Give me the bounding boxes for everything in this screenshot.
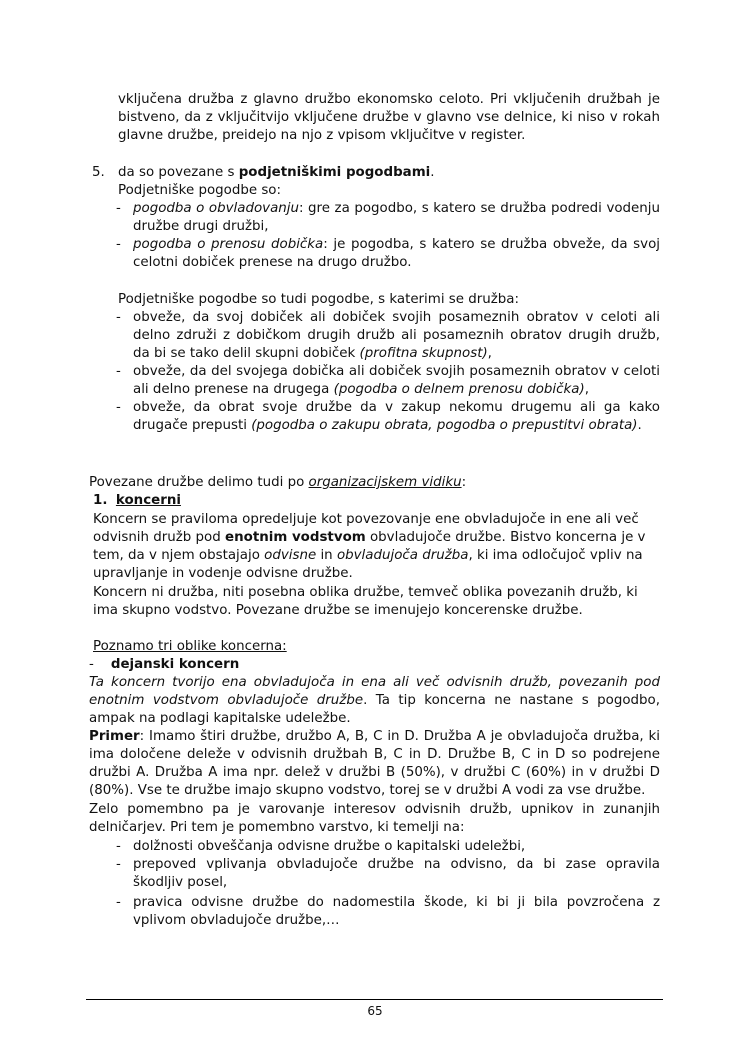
- list-item: - pogodba o obvladovanju: gre za pogodbo, s katero se družba podredi vodenju družbe drugi družbi,: [116, 201, 660, 234]
- dejanski-description: Ta koncern tvorijo ena obvladujoča in ena ali več odvisnih družb, povezanih pod enotnim vodstvom obvladujoče družbe. Ta tip koncerna ne nastane s pogodbo, ampak na podlagi kapitalske udeležbe.: [89, 675, 660, 726]
- protection-paragraph: Zelo pomembno pa je varovanje interesov odvisnih družb, upnikov in zunanjih delničarjev. Pri tem je pomembno varstvo, ki temelji na:: [89, 802, 660, 835]
- footer-rule: [86, 999, 663, 1000]
- point-5-subhead: Podjetniške pogodbe so:: [118, 183, 282, 198]
- continuation-paragraph: vključena družba z glavno družbo ekonomsko celoto. Pri vključenih družbah je bistveno, da z vključitvijo vključene družbe v glavno vse delnice, ki niso v rokah glavne družbe, preidejo na njo z vpisom vključitve v register.: [118, 92, 660, 143]
- list-item: - pogodba o prenosu dobička: je pogodba, s katero se družba obveže, da svoj celotni dobiček prenese na drugo družbo.: [116, 237, 660, 270]
- point-5-bold-term: podjetniškimi pogodbami: [238, 165, 431, 180]
- org-term: organizacijskem vidiku: [308, 475, 462, 490]
- org-intro: Povezane družbe delimo tudi po organizacijskem vidiku:: [89, 475, 467, 490]
- koncern-paragraph-2: Koncern ni družba, niti posebna oblika družbe, temveč oblika povezanih družb, ki ima skupno vodstvo. Povezane družbe se imenujejo koncerenske družbe.: [93, 585, 638, 618]
- example-paragraph: Primer: Imamo štiri družbe, družbo A, B, C in D. Družba A je obvladujoča družba, ki ima določene deleže v odvisnih družbah B, C in D. Družbe B, C in D so podrejene družbi A. Družba A ima npr. delež v družbi B (50%), v družbi C (60%) in v družbi D (80%). Vse te družbe imajo skupno vodstvo, torej se v družbi A vodi za vse družbe.: [89, 729, 660, 798]
- dejanski-label: dejanski koncern: [110, 657, 240, 672]
- dejanski-heading: - dejanski koncern: [89, 657, 240, 672]
- koncern-definition: Koncern se praviloma opredeljuje kot povezovanje ene obvladujoče in ene ali več odvisnih družb pod enotnim vodstvom obvladujoče družbe. Bistvo koncerna je v tem, da v njem obstajajo odvisne in obvladujoča družba, ki ima odločujoč vpliv na upravljanje in vodenje odvisne družbe.: [93, 512, 646, 581]
- list-item: - prepoved vplivanja obvladujoče družbe na odvisno, da bi zase opravila škodljiv posel,: [116, 857, 660, 890]
- point-5-subhead-2: Podjetniške pogodbe so tudi pogodbe, s katerimi se družba:: [118, 292, 520, 307]
- list-item: - obveže, da svoj dobiček ali dobiček svojih posameznih obratov v celoti ali delno združi z dobičkom drugih družb ali posameznih obratov drugih družb, da bi se tako delil skupni dobiček (profitna skupnost),: [116, 310, 660, 361]
- example-label: Primer: [89, 729, 140, 744]
- page-number: 65: [367, 1004, 383, 1018]
- koncerni-heading: 1. koncerni: [93, 493, 181, 508]
- list-item: - pravica odvisne družbe do nadomestila škode, ki bi ji bila povzročena z vplivom obvladujoče družbe,…: [116, 895, 660, 928]
- contract-types-list: [116, 200, 660, 276]
- forms-heading: Poznamo tri oblike koncerna:: [93, 639, 287, 654]
- koncerni-title: koncerni: [115, 493, 181, 508]
- list-item: - dolžnosti obveščanja odvisne družbe o kapitalski udeležbi,: [116, 839, 526, 854]
- contract-list-2: [116, 309, 660, 435]
- list-item: - obveže, da obrat svoje družbe da v zakup nekomu drugemu ali ga kako drugače prepusti (pogodba o zakupu obrata, pogodba o prepustitvi obrata).: [116, 400, 660, 433]
- protection-list: [116, 838, 660, 934]
- point-5-number: 5.: [92, 165, 105, 180]
- point-5: 5. da so povezane s podjetniškimi pogodbami. Podjetniške pogodbe so:: [118, 164, 660, 200]
- list-item: - obveže, da del svojega dobička ali dobiček svojih posameznih obratov v celoti ali delno prenese na drugega (pogodba o delnem prenosu dobička),: [116, 364, 660, 397]
